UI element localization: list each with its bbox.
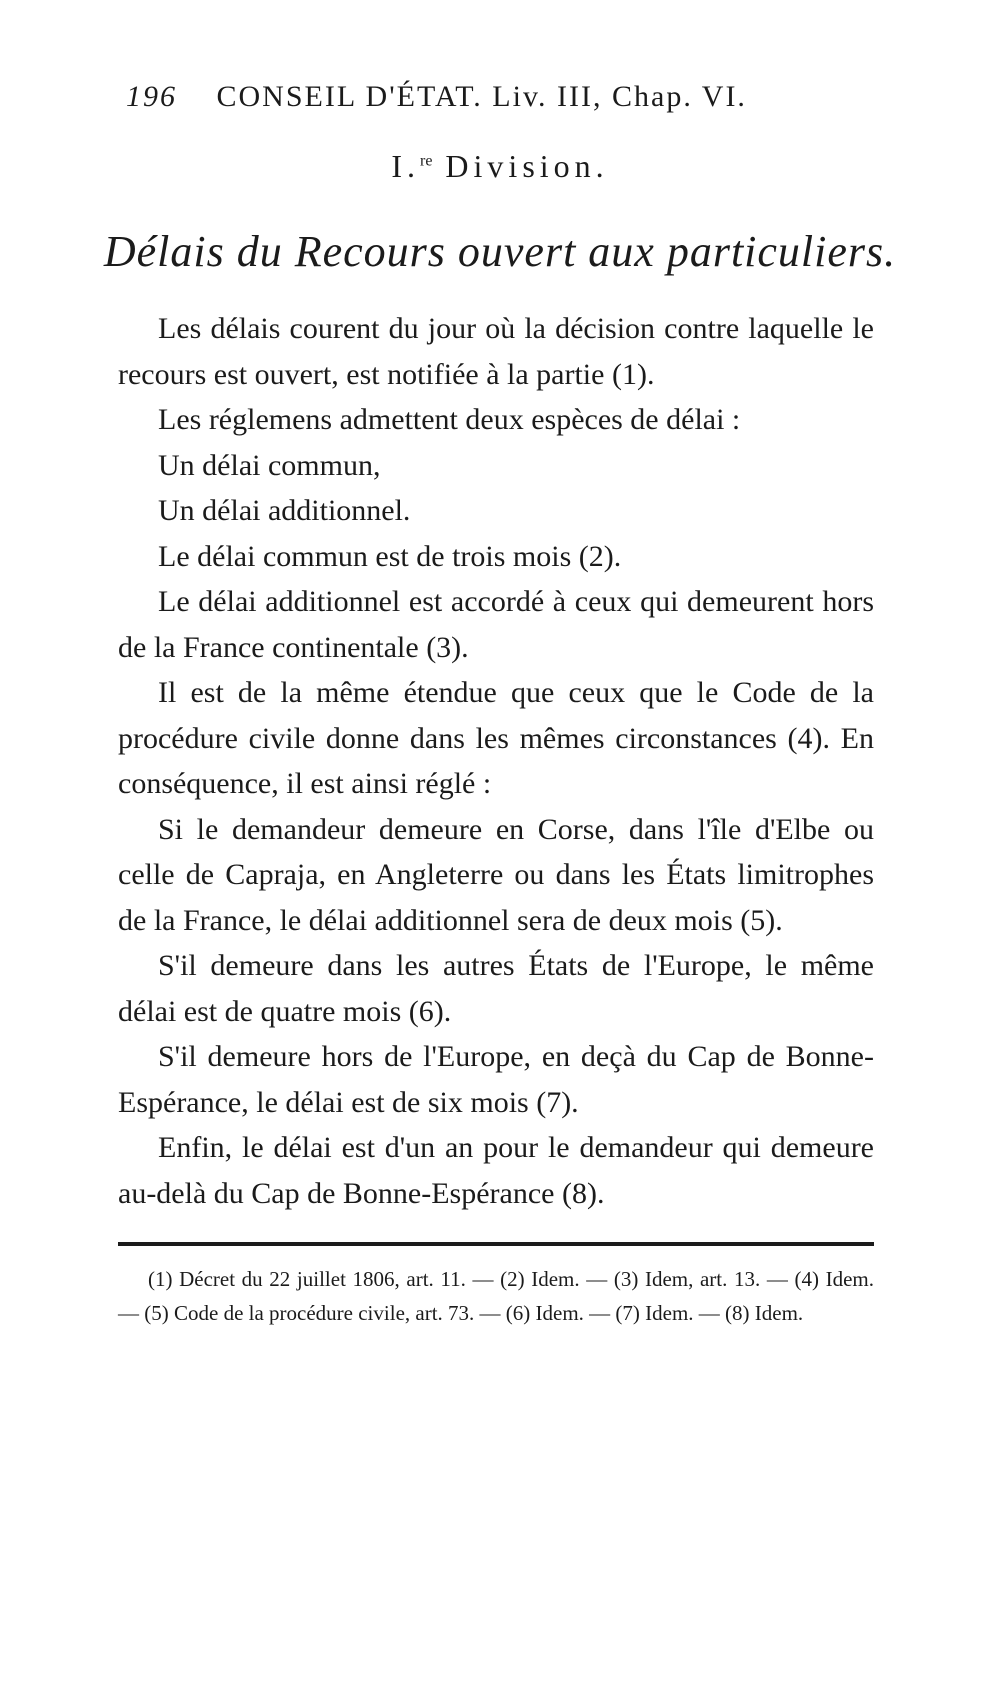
- division-heading: [0, 148, 1000, 185]
- paragraph: Il est de la même étendue que ceux que le Code de la procédure civile donne dans les mêmes circonstances (4). En conséquence, il est ainsi réglé :: [118, 676, 874, 800]
- body-text: [118, 306, 874, 1216]
- footnote-divider: [118, 1242, 874, 1246]
- paragraph: S'il demeure dans les autres États de l'Europe, le même délai est de quatre mois (6).: [118, 949, 874, 1028]
- paragraph: Les délais courent du jour où la décision contre laquelle le recours est ouvert, est notifiée à la partie (1).: [118, 312, 874, 391]
- paragraph: Un délai additionnel.: [158, 494, 411, 527]
- paragraph: Le délai commun est de trois mois (2).: [158, 539, 622, 573]
- paragraph: Si le demandeur demeure en Corse, dans l'île d'Elbe ou celle de Capraja, en Angleterre ou dans les États limitrophes de la France, le délai additionnel sera de deux mois (5).: [118, 812, 874, 937]
- page-number: 196: [126, 80, 177, 113]
- division-label: I.: [391, 148, 420, 184]
- paragraph: Un délai commun,: [158, 448, 381, 482]
- section-title: Délais du Recours ouvert aux particuliers.: [103, 227, 897, 276]
- division-superscript: re: [419, 152, 433, 170]
- running-header: [126, 80, 926, 114]
- paragraph: S'il demeure hors de l'Europe, en deçà du Cap de Bonne-Espérance, le délai est de six mois (7).: [118, 1040, 874, 1119]
- division-name: Division.: [445, 148, 609, 184]
- running-title: CONSEIL D'ÉTAT. Liv. III, Chap. VI.: [216, 80, 747, 113]
- footnotes: (1) Décret du 22 juillet 1806, art. 11. — (2) Idem. — (3) Idem, art. 13. — (4) Idem. — (5) Code de la procédure civile, art. 73. — (6) Idem. — (7) Idem. — (8) Idem.: [118, 1267, 874, 1325]
- paragraph: Les réglemens admettent deux espèces de délai :: [158, 403, 741, 436]
- paragraph: Enfin, le délai est d'un an pour le demandeur qui demeure au-delà du Cap de Bonne-Espérance (8).: [118, 1131, 874, 1210]
- paragraph: Le délai additionnel est accordé à ceux qui demeurent hors de la France continentale (3).: [118, 585, 874, 664]
